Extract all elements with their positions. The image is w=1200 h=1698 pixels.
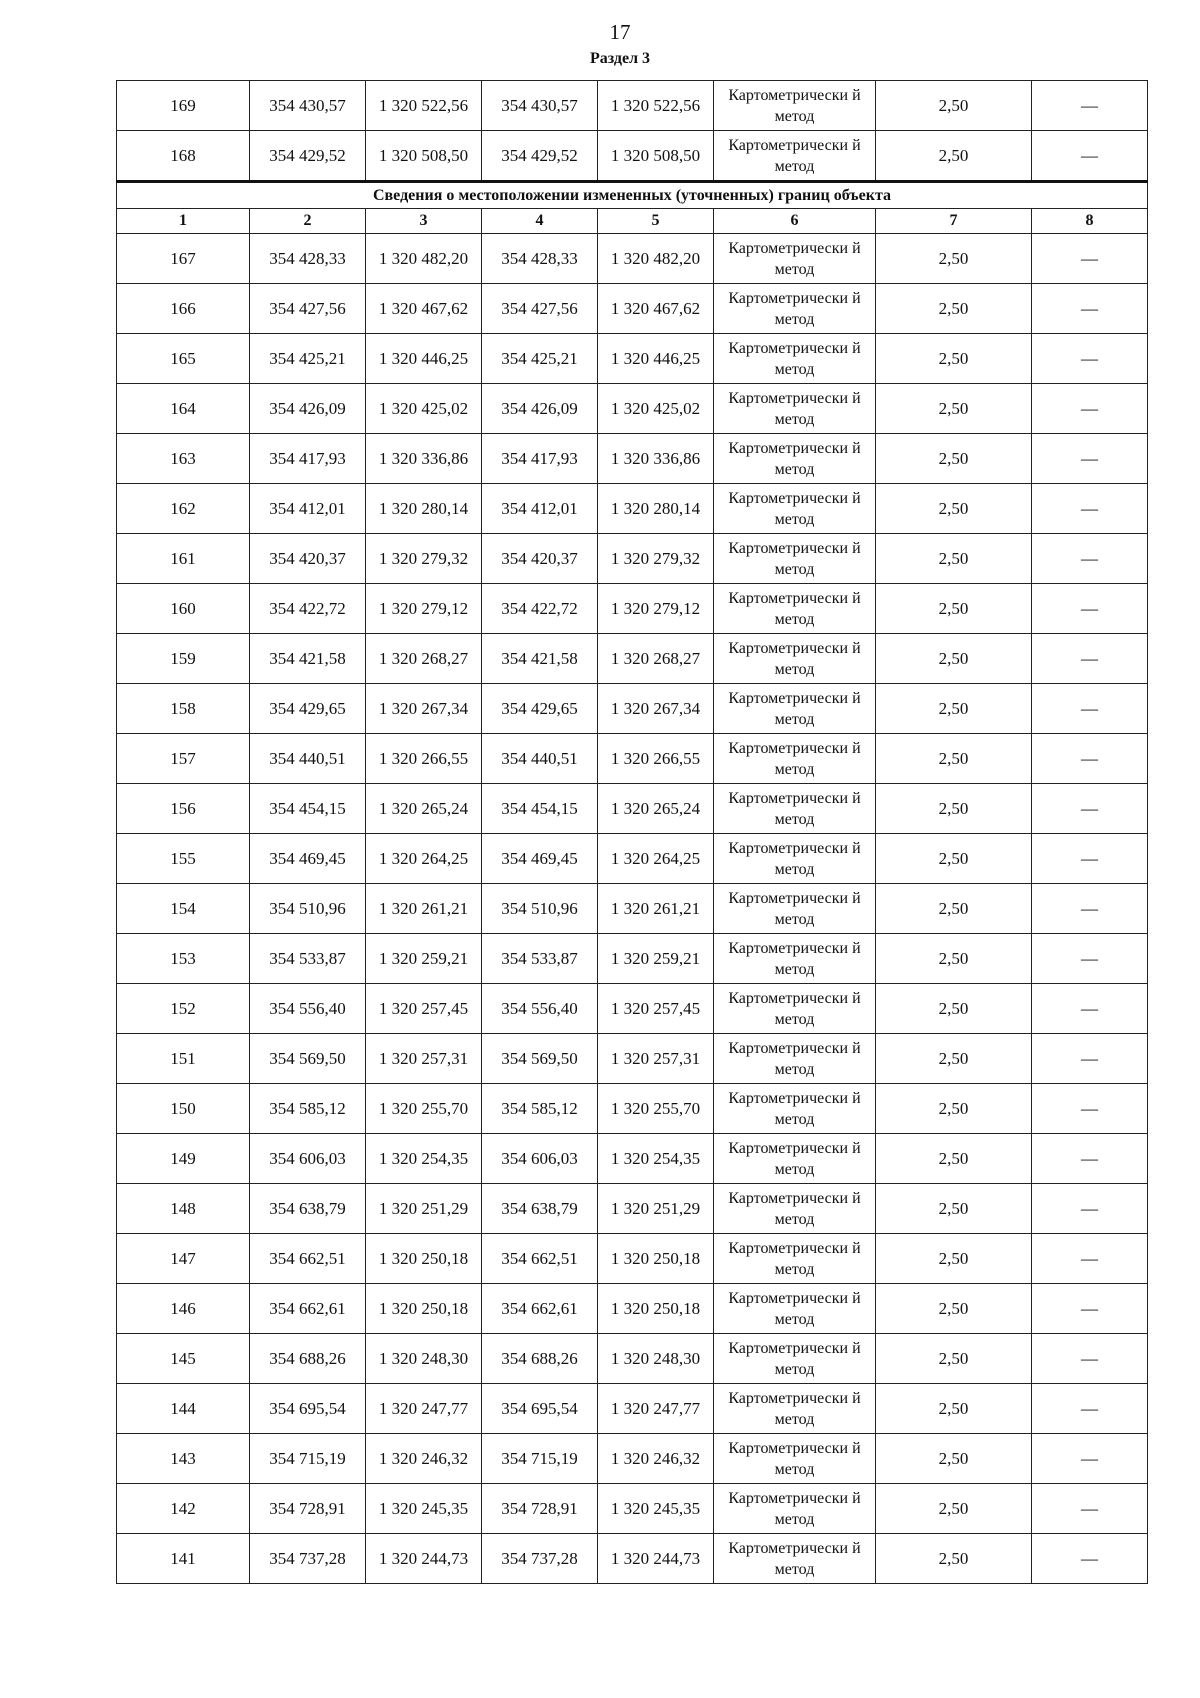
precision-cell: 2,50 [876,81,1032,131]
table-row [117,81,1148,131]
refined-y-cell: 1 320 251,29 [598,1184,714,1234]
precision-cell: 2,50 [876,1434,1032,1484]
refined-y-cell: 1 320 508,50 [598,131,714,182]
point-number-cell: 144 [117,1384,250,1434]
existing-y-cell: 1 320 244,73 [366,1534,482,1584]
refined-x-cell: 354 422,72 [482,584,598,634]
refined-y-cell: 1 320 250,18 [598,1234,714,1284]
note-cell: — [1032,584,1148,634]
existing-x-cell: 354 533,87 [250,934,366,984]
refined-y-cell: 1 320 264,25 [598,834,714,884]
table-row [117,1234,1148,1284]
existing-x-cell: 354 695,54 [250,1384,366,1434]
note-cell: — [1032,884,1148,934]
precision-cell: 2,50 [876,1184,1032,1234]
note-cell: — [1032,334,1148,384]
caption-row [117,182,1148,209]
point-number-cell: 149 [117,1134,250,1184]
point-number-cell: 154 [117,884,250,934]
precision-cell: 2,50 [876,734,1032,784]
method-cell: Картометрически й метод [714,634,876,684]
existing-y-cell: 1 320 254,35 [366,1134,482,1184]
existing-x-cell: 354 427,56 [250,284,366,334]
refined-x-cell: 354 440,51 [482,734,598,784]
precision-cell: 2,50 [876,884,1032,934]
existing-y-cell: 1 320 508,50 [366,131,482,182]
refined-x-cell: 354 469,45 [482,834,598,884]
refined-y-cell: 1 320 267,34 [598,684,714,734]
table-body [117,234,1148,1584]
precision-cell: 2,50 [876,1134,1032,1184]
refined-y-cell: 1 320 482,20 [598,234,714,284]
precision-cell: 2,50 [876,584,1032,634]
precision-cell: 2,50 [876,1084,1032,1134]
point-number-cell: 156 [117,784,250,834]
table-row [117,434,1148,484]
method-cell: Картометрически й метод [714,131,876,182]
method-cell: Картометрически й метод [714,434,876,484]
method-cell: Картометрически й метод [714,1334,876,1384]
note-cell: — [1032,834,1148,884]
method-cell: Картометрически й метод [714,1534,876,1584]
note-cell: — [1032,1334,1148,1384]
table-row [117,384,1148,434]
refined-x-cell: 354 454,15 [482,784,598,834]
column-number: 8 [1032,209,1148,234]
refined-y-cell: 1 320 425,02 [598,384,714,434]
refined-x-cell: 354 715,19 [482,1434,598,1484]
existing-y-cell: 1 320 279,12 [366,584,482,634]
point-number-cell: 151 [117,1034,250,1084]
refined-x-cell: 354 585,12 [482,1084,598,1134]
table-row [117,784,1148,834]
note-cell: — [1032,384,1148,434]
column-number: 3 [366,209,482,234]
note-cell: — [1032,1134,1148,1184]
refined-y-cell: 1 320 257,31 [598,1034,714,1084]
refined-y-cell: 1 320 261,21 [598,884,714,934]
existing-y-cell: 1 320 264,25 [366,834,482,884]
precision-cell: 2,50 [876,284,1032,334]
method-cell: Картометрически й метод [714,1184,876,1234]
refined-x-cell: 354 425,21 [482,334,598,384]
table-row [117,734,1148,784]
existing-x-cell: 354 638,79 [250,1184,366,1234]
table-row [117,234,1148,284]
existing-y-cell: 1 320 425,02 [366,384,482,434]
refined-x-cell: 354 417,93 [482,434,598,484]
refined-x-cell: 354 556,40 [482,984,598,1034]
method-cell: Картометрически й метод [714,984,876,1034]
table-row [117,1034,1148,1084]
precision-cell: 2,50 [876,1484,1032,1534]
note-cell: — [1032,634,1148,684]
method-cell: Картометрически й метод [714,1084,876,1134]
note-cell: — [1032,1084,1148,1134]
note-cell: — [1032,784,1148,834]
table-row [117,884,1148,934]
point-number-cell: 142 [117,1484,250,1534]
table-row [117,1084,1148,1134]
refined-x-cell: 354 510,96 [482,884,598,934]
point-number-cell: 157 [117,734,250,784]
existing-y-cell: 1 320 522,56 [366,81,482,131]
point-number-cell: 143 [117,1434,250,1484]
existing-x-cell: 354 412,01 [250,484,366,534]
precision-cell: 2,50 [876,984,1032,1034]
note-cell: — [1032,934,1148,984]
refined-y-cell: 1 320 246,32 [598,1434,714,1484]
note-cell: — [1032,81,1148,131]
point-number-cell: 150 [117,1084,250,1134]
existing-x-cell: 354 426,09 [250,384,366,434]
refined-y-cell: 1 320 254,35 [598,1134,714,1184]
existing-x-cell: 354 737,28 [250,1534,366,1584]
refined-x-cell: 354 429,65 [482,684,598,734]
point-number-cell: 160 [117,584,250,634]
precision-cell: 2,50 [876,1284,1032,1334]
refined-y-cell: 1 320 522,56 [598,81,714,131]
table-row [117,1534,1148,1584]
refined-x-cell: 354 427,56 [482,284,598,334]
method-cell: Картометрически й метод [714,934,876,984]
refined-y-cell: 1 320 279,12 [598,584,714,634]
existing-x-cell: 354 569,50 [250,1034,366,1084]
refined-x-cell: 354 430,57 [482,81,598,131]
point-number-cell: 162 [117,484,250,534]
point-number-cell: 145 [117,1334,250,1384]
precision-cell: 2,50 [876,834,1032,884]
note-cell: — [1032,984,1148,1034]
existing-y-cell: 1 320 257,31 [366,1034,482,1084]
existing-x-cell: 354 429,52 [250,131,366,182]
table-row [117,1384,1148,1434]
precision-cell: 2,50 [876,534,1032,584]
point-number-cell: 146 [117,1284,250,1334]
existing-x-cell: 354 417,93 [250,434,366,484]
existing-y-cell: 1 320 247,77 [366,1384,482,1434]
method-cell: Картометрически й метод [714,1034,876,1084]
table-row [117,1334,1148,1384]
refined-y-cell: 1 320 279,32 [598,534,714,584]
method-cell: Картометрически й метод [714,784,876,834]
refined-y-cell: 1 320 245,35 [598,1484,714,1534]
point-number-cell: 141 [117,1534,250,1584]
method-cell: Картометрически й метод [714,734,876,784]
method-cell: Картометрически й метод [714,81,876,131]
point-number-cell: 148 [117,1184,250,1234]
boundary-coordinates-table [116,80,1148,1584]
column-number: 1 [117,209,250,234]
refined-y-cell: 1 320 257,45 [598,984,714,1034]
section-title: Раздел 3 [589,50,651,67]
existing-y-cell: 1 320 259,21 [366,934,482,984]
existing-x-cell: 354 421,58 [250,634,366,684]
note-cell: — [1032,734,1148,784]
precision-cell: 2,50 [876,384,1032,434]
existing-x-cell: 354 428,33 [250,234,366,284]
table-row [117,1184,1148,1234]
method-cell: Картометрически й метод [714,284,876,334]
existing-y-cell: 1 320 336,86 [366,434,482,484]
refined-x-cell: 354 688,26 [482,1334,598,1384]
existing-y-cell: 1 320 280,14 [366,484,482,534]
refined-y-cell: 1 320 248,30 [598,1334,714,1384]
method-cell: Картометрически й метод [714,384,876,434]
refined-x-cell: 354 638,79 [482,1184,598,1234]
existing-y-cell: 1 320 255,70 [366,1084,482,1134]
note-cell: — [1032,1034,1148,1084]
table-row [117,534,1148,584]
note-cell: — [1032,1234,1148,1284]
existing-x-cell: 354 606,03 [250,1134,366,1184]
column-number: 7 [876,209,1032,234]
existing-x-cell: 354 556,40 [250,984,366,1034]
table-row [117,484,1148,534]
existing-x-cell: 354 422,72 [250,584,366,634]
note-cell: — [1032,1534,1148,1584]
precision-cell: 2,50 [876,634,1032,684]
precision-cell: 2,50 [876,484,1032,534]
method-cell: Картометрически й метод [714,1434,876,1484]
table-row [117,1284,1148,1334]
refined-y-cell: 1 320 336,86 [598,434,714,484]
point-number-cell: 158 [117,684,250,734]
point-number-cell: 165 [117,334,250,384]
method-cell: Картометрически й метод [714,534,876,584]
note-cell: — [1032,1184,1148,1234]
refined-y-cell: 1 320 255,70 [598,1084,714,1134]
table-row [117,684,1148,734]
existing-x-cell: 354 715,19 [250,1434,366,1484]
refined-x-cell: 354 662,61 [482,1284,598,1334]
note-cell: — [1032,534,1148,584]
existing-y-cell: 1 320 267,34 [366,684,482,734]
existing-x-cell: 354 510,96 [250,884,366,934]
note-cell: — [1032,1484,1148,1534]
existing-x-cell: 354 430,57 [250,81,366,131]
existing-y-cell: 1 320 482,20 [366,234,482,284]
existing-y-cell: 1 320 250,18 [366,1284,482,1334]
table-caption-section [117,182,1148,234]
refined-y-cell: 1 320 259,21 [598,934,714,984]
point-number-cell: 167 [117,234,250,284]
point-number-cell: 169 [117,81,250,131]
method-cell: Картометрически й метод [714,1284,876,1334]
note-cell: — [1032,1434,1148,1484]
method-cell: Картометрически й метод [714,234,876,284]
method-cell: Картометрически й метод [714,884,876,934]
point-number-cell: 164 [117,384,250,434]
precision-cell: 2,50 [876,1384,1032,1434]
refined-y-cell: 1 320 265,24 [598,784,714,834]
table-row [117,1134,1148,1184]
precision-cell: 2,50 [876,434,1032,484]
page-number: 17 [609,20,631,44]
existing-y-cell: 1 320 246,32 [366,1434,482,1484]
existing-y-cell: 1 320 266,55 [366,734,482,784]
existing-y-cell: 1 320 245,35 [366,1484,482,1534]
precision-cell: 2,50 [876,1034,1032,1084]
existing-x-cell: 354 425,21 [250,334,366,384]
note-cell: — [1032,284,1148,334]
precision-cell: 2,50 [876,1334,1032,1384]
table-body-before-caption [117,81,1148,182]
method-cell: Картометрически й метод [714,684,876,734]
existing-y-cell: 1 320 467,62 [366,284,482,334]
note-cell: — [1032,131,1148,182]
point-number-cell: 166 [117,284,250,334]
existing-x-cell: 354 585,12 [250,1084,366,1134]
point-number-cell: 153 [117,934,250,984]
table-row [117,634,1148,684]
table-row [117,1434,1148,1484]
method-cell: Картометрически й метод [714,584,876,634]
method-cell: Картометрически й метод [714,484,876,534]
existing-x-cell: 354 440,51 [250,734,366,784]
refined-x-cell: 354 412,01 [482,484,598,534]
refined-x-cell: 354 533,87 [482,934,598,984]
refined-x-cell: 354 737,28 [482,1534,598,1584]
method-cell: Картометрически й метод [714,1484,876,1534]
point-number-cell: 163 [117,434,250,484]
column-number: 2 [250,209,366,234]
note-cell: — [1032,434,1148,484]
refined-x-cell: 354 728,91 [482,1484,598,1534]
point-number-cell: 161 [117,534,250,584]
existing-y-cell: 1 320 265,24 [366,784,482,834]
table-row [117,584,1148,634]
refined-y-cell: 1 320 280,14 [598,484,714,534]
refined-x-cell: 354 695,54 [482,1384,598,1434]
note-cell: — [1032,1284,1148,1334]
refined-y-cell: 1 320 266,55 [598,734,714,784]
existing-x-cell: 354 469,45 [250,834,366,884]
refined-y-cell: 1 320 247,77 [598,1384,714,1434]
point-number-cell: 147 [117,1234,250,1284]
table-row [117,131,1148,182]
precision-cell: 2,50 [876,131,1032,182]
table-row [117,1484,1148,1534]
existing-x-cell: 354 688,26 [250,1334,366,1384]
method-cell: Картометрически й метод [714,834,876,884]
refined-x-cell: 354 429,52 [482,131,598,182]
method-cell: Картометрически й метод [714,1134,876,1184]
note-cell: — [1032,234,1148,284]
existing-y-cell: 1 320 279,32 [366,534,482,584]
note-cell: — [1032,484,1148,534]
existing-y-cell: 1 320 446,25 [366,334,482,384]
column-number: 4 [482,209,598,234]
column-number-row [117,209,1148,234]
refined-y-cell: 1 320 244,73 [598,1534,714,1584]
point-number-cell: 168 [117,131,250,182]
refined-x-cell: 354 428,33 [482,234,598,284]
point-number-cell: 152 [117,984,250,1034]
existing-y-cell: 1 320 250,18 [366,1234,482,1284]
method-cell: Картометрически й метод [714,334,876,384]
point-number-cell: 159 [117,634,250,684]
refined-y-cell: 1 320 467,62 [598,284,714,334]
existing-y-cell: 1 320 261,21 [366,884,482,934]
table-row [117,834,1148,884]
existing-y-cell: 1 320 268,27 [366,634,482,684]
refined-x-cell: 354 606,03 [482,1134,598,1184]
precision-cell: 2,50 [876,784,1032,834]
refined-x-cell: 354 569,50 [482,1034,598,1084]
refined-x-cell: 354 426,09 [482,384,598,434]
existing-y-cell: 1 320 248,30 [366,1334,482,1384]
refined-y-cell: 1 320 446,25 [598,334,714,384]
refined-y-cell: 1 320 268,27 [598,634,714,684]
precision-cell: 2,50 [876,1534,1032,1584]
table-row [117,984,1148,1034]
precision-cell: 2,50 [876,234,1032,284]
existing-x-cell: 354 662,51 [250,1234,366,1284]
column-number: 6 [714,209,876,234]
method-cell: Картометрически й метод [714,1384,876,1434]
existing-x-cell: 354 728,91 [250,1484,366,1534]
existing-y-cell: 1 320 257,45 [366,984,482,1034]
method-cell: Картометрически й метод [714,1234,876,1284]
table-row [117,334,1148,384]
column-number: 5 [598,209,714,234]
refined-x-cell: 354 421,58 [482,634,598,684]
refined-y-cell: 1 320 250,18 [598,1284,714,1334]
existing-x-cell: 354 420,37 [250,534,366,584]
precision-cell: 2,50 [876,684,1032,734]
refined-x-cell: 354 662,51 [482,1234,598,1284]
precision-cell: 2,50 [876,934,1032,984]
note-cell: — [1032,684,1148,734]
table-row [117,284,1148,334]
precision-cell: 2,50 [876,1234,1032,1284]
refined-x-cell: 354 420,37 [482,534,598,584]
table-caption: Сведения о местоположении измененных (уточненных) границ объекта [117,182,1148,209]
table-row [117,934,1148,984]
existing-x-cell: 354 429,65 [250,684,366,734]
existing-x-cell: 354 662,61 [250,1284,366,1334]
existing-y-cell: 1 320 251,29 [366,1184,482,1234]
note-cell: — [1032,1384,1148,1434]
point-number-cell: 155 [117,834,250,884]
precision-cell: 2,50 [876,334,1032,384]
existing-x-cell: 354 454,15 [250,784,366,834]
